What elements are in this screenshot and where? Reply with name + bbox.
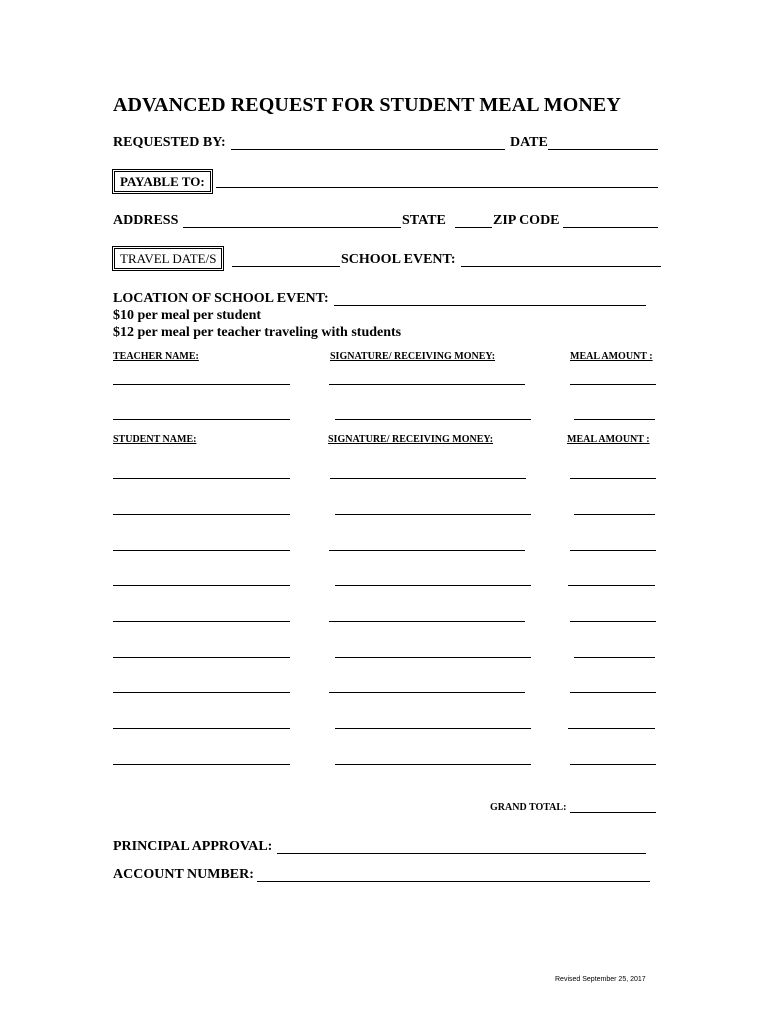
teacher-meal-amount-field[interactable] [570,384,656,385]
teacher-rate-text: $12 per meal per teacher traveling with students [113,325,402,340]
student-name-header: STUDENT NAME: [113,434,197,445]
requested-by-field[interactable] [231,149,505,150]
payable-to-field[interactable] [216,187,658,188]
student-name-field[interactable] [113,657,290,658]
student-signature-field[interactable] [335,585,531,586]
school-event-label: SCHOOL EVENT: [341,252,456,267]
account-number-label: ACCOUNT NUMBER: [113,867,254,882]
address-field[interactable] [183,227,401,228]
travel-dates-box [112,246,224,271]
student-name-field[interactable] [113,621,290,622]
student-meal-amount-field[interactable] [570,692,656,693]
requested-by-label: REQUESTED BY: [113,135,226,150]
student-name-field[interactable] [113,692,290,693]
teacher-meal-amount-field[interactable] [574,419,655,420]
location-field[interactable] [334,305,646,306]
student-meal-amount-field[interactable] [568,585,655,586]
student-signature-header: SIGNATURE/ RECEIVING MONEY: [328,434,494,445]
location-label: LOCATION OF SCHOOL EVENT: [113,291,329,306]
principal-approval-field[interactable] [277,853,646,854]
grand-total-label: GRAND TOTAL: [490,802,567,813]
student-name-field[interactable] [113,514,290,515]
student-name-field[interactable] [113,728,290,729]
student-signature-field[interactable] [335,514,531,515]
state-label: STATE [402,213,446,228]
teacher-name-header: TEACHER NAME: [113,351,199,362]
teacher-name-field[interactable] [113,419,290,420]
teacher-name-field[interactable] [113,384,290,385]
student-meal-amount-field[interactable] [574,657,655,658]
student-signature-field[interactable] [329,550,525,551]
student-meal-amount-field[interactable] [574,514,655,515]
student-signature-field[interactable] [330,478,526,479]
student-meal-amount-field[interactable] [570,550,656,551]
student-name-field[interactable] [113,764,290,765]
student-signature-field[interactable] [329,621,525,622]
payable-to-label: PAYABLE TO: [120,174,205,189]
student-rate-text: $10 per meal per student [113,308,262,323]
student-meal-amount-field[interactable] [570,764,656,765]
student-signature-field[interactable] [329,692,525,693]
travel-dates-label: TRAVEL DATE/S [120,251,217,266]
student-meal-amount-field[interactable] [570,621,656,622]
student-meal-amount-field[interactable] [568,728,655,729]
zip-code-field[interactable] [563,227,658,228]
teacher-signature-header: SIGNATURE/ RECEIVING MONEY: [330,351,496,362]
form-title: ADVANCED REQUEST FOR STUDENT MEAL MONEY [113,94,621,116]
zip-code-label: ZIP CODE [493,213,560,228]
date-label: DATE [510,135,548,150]
school-event-field[interactable] [461,266,661,267]
student-meal-amount-field[interactable] [570,478,656,479]
teacher-signature-field[interactable] [335,419,531,420]
student-name-field[interactable] [113,585,290,586]
revised-date: Revised September 25, 2017 [555,976,646,983]
student-name-field[interactable] [113,550,290,551]
student-name-field[interactable] [113,478,290,479]
account-number-field[interactable] [257,881,650,882]
student-signature-field[interactable] [335,764,531,765]
travel-dates-field[interactable] [232,266,340,267]
state-field[interactable] [455,227,492,228]
payable-to-box [112,169,213,194]
date-field[interactable] [548,149,658,150]
student-meal-amount-header: MEAL AMOUNT : [567,434,650,445]
teacher-meal-amount-header: MEAL AMOUNT : [570,351,653,362]
student-signature-field[interactable] [335,657,531,658]
address-label: ADDRESS [113,213,179,228]
principal-approval-label: PRINCIPAL APPROVAL: [113,839,273,854]
student-signature-field[interactable] [335,728,531,729]
teacher-signature-field[interactable] [329,384,525,385]
grand-total-field[interactable] [570,812,656,813]
